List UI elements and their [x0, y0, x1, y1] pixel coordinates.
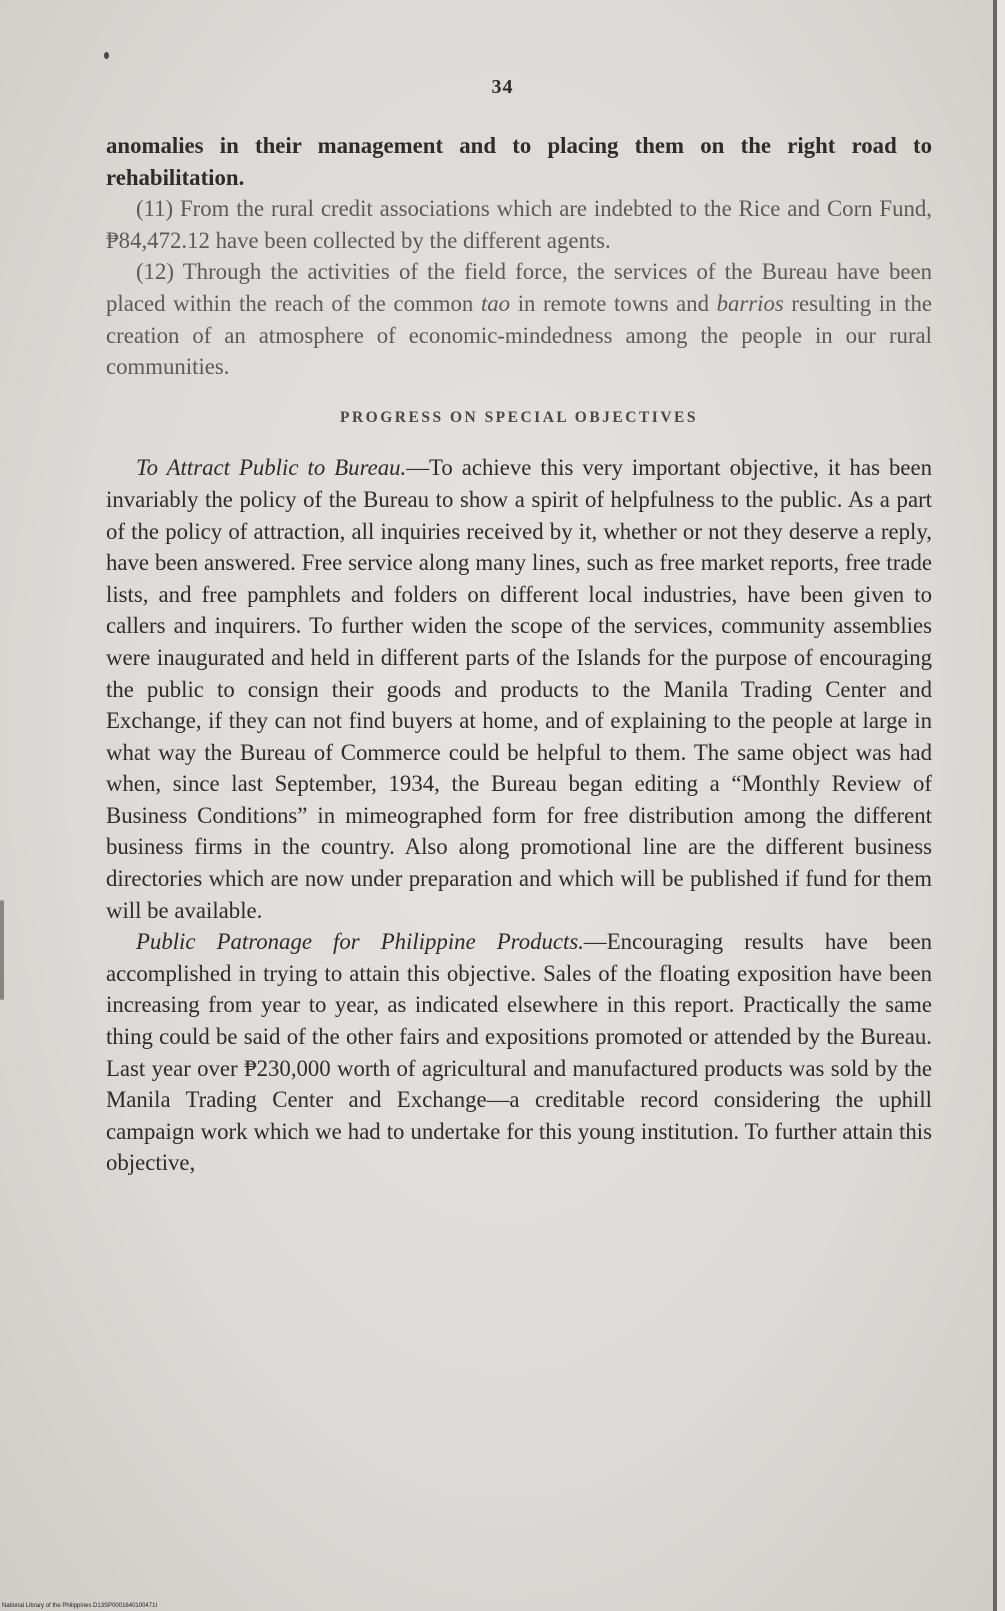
paragraph-item-12	[106, 256, 932, 382]
paragraph-item-11: (11) From the rural credit associations which are indebted to the Rice and Corn Fund, ₱84,472.12 have been collected by the different agents.	[106, 196, 932, 253]
paragraph-attract-public-title: To Attract Public to Bureau.	[136, 455, 407, 481]
paragraph-item-12-barrios: barrios	[716, 290, 784, 316]
scan-footer: National Library of the Philippines D13SP0001640100471I	[2, 1603, 158, 1609]
paragraph-item-12-text-a: (12) Through the activities of the field force, the services of the Bureau have been placed within the reach of the common	[106, 259, 932, 316]
paragraph-public-patronage-title: Public Patronage for Philippine Products.	[136, 929, 584, 955]
paragraph-attract-public-body: —To achieve this very important objective, it has been invariably the policy of the Bureau to show a spirit of helpfulness to the public. As a part of the policy of attraction, all inquiries received by it, whether or not they deserve a reply, have been answered. Free service along many lines, such as free market reports, free trade lists, and free pamphlets and folders on different local industries, have been given to callers and inquirers. To further widen the scope of the services, community assemblies were inaugurated and held in different parts of the Islands for the purpose of encouraging the public to consign their goods and products to the Manila Trading Center and Exchange, if they can not find buyers at home, and of explaining to the people at large in what way the Bureau of Commerce could be helpful to them. The same object was had when, since last September, 1934, the Bureau began editing a “Monthly Review of Business Conditions” in mimeographed form for free distribution among the different business firms in the country. Also along promotional line are the different business directories which are now under preparation and which will be published if fund for them will be available.	[106, 455, 933, 923]
paragraph-item-12-tao: tao	[480, 290, 511, 316]
paragraph-item-12-text-b: in remote towns and	[510, 290, 717, 316]
section-heading: PROGRESS ON SPECIAL OBJECTIVES	[340, 408, 698, 426]
page-number: 34	[491, 76, 514, 98]
page-edge-shadow	[997, 0, 1005, 1611]
ink-speck	[104, 52, 109, 59]
paragraph-public-patronage	[106, 926, 932, 1179]
binding-mark	[0, 900, 4, 1000]
paragraph-public-patronage-body: —Encouraging results have been accomplished in trying to attain this objective. Sales of the floating exposition have been increasing from year to year, as indicated elsewhere in this report. Practically the same thing could be said of the other fairs and expositions promoted or attended by the Bureau. Last year over ₱230,000 worth of agricultural and manufactured products was sold by the Manila Trading Center and Exchange—a creditable record considering the uphill campaign work which we had to undertake for this young institution. To further attain this objective,	[106, 929, 932, 1176]
paragraph-item-12-text-c: resulting in the creation of an atmosphere of economic-mindedness among the people in our rural communities.	[106, 290, 932, 380]
page-edge-line	[993, 0, 997, 1611]
paragraph-continuation: anomalies in their management and to placing them on the right road to rehabilitation.	[106, 133, 932, 190]
paragraph-attract-public	[106, 452, 932, 926]
body-text	[106, 130, 932, 1179]
